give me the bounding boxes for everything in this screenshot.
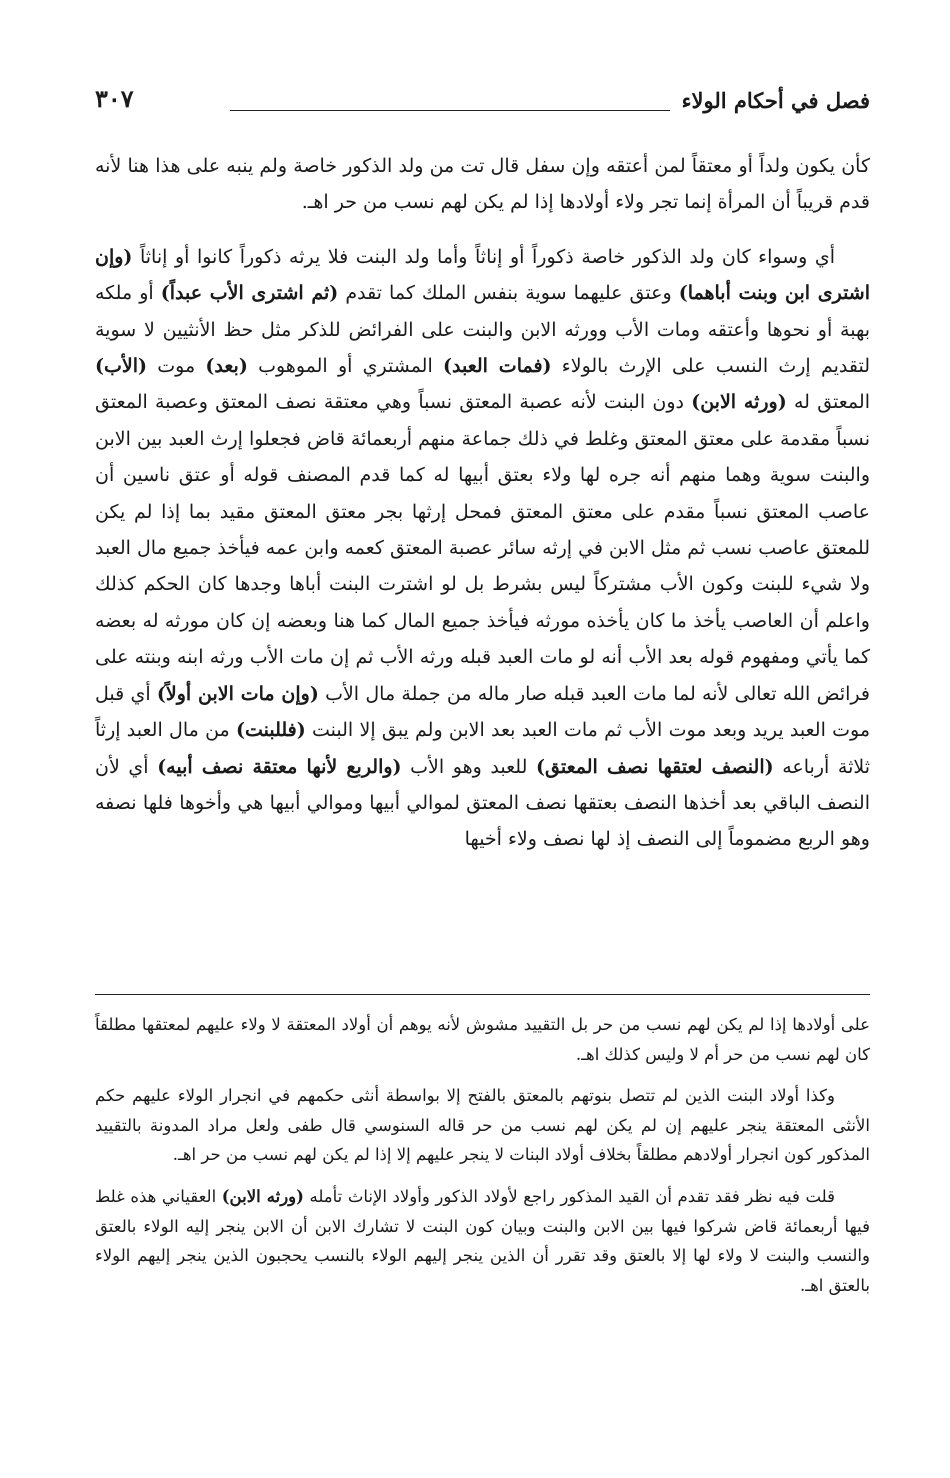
text-run: وعتق عليهما سوية بنفس الملك كما تقدم [338, 282, 679, 305]
running-title: فصل في أحكام الولاء [681, 88, 870, 113]
paragraph-1: كأن يكون ولداً أو معتقاً لمن أعتقه وإن سفل قال تت من ولد الذكور خاصة ولم ينبه على هذا هنا لأنه قدم قريباً أن المرأة إنما تجر ولاء أولادها إذا لم يكن لهم نسب من حر اهـ. [95, 155, 870, 214]
matn-quote: (فمات العبد) [443, 355, 552, 378]
matn-quote: (بعد) [205, 355, 248, 378]
text-run: أي لأن النصف الباقي بعد أخذها النصف بعتقها نصف المعتق لموالي أبيها وموالي أبيها هي وأخوها فلها نصفه وهو الربع مضموماً إلى النصف إذ لها نصف ولاء أخيها [95, 755, 870, 851]
footnote-2: وكذا أولاد البنت الذين لم تتصل بنوتهم بالمعتق بالفتح إلا بواسطة أنثى حكمهم في انجرار الولاء عليهم حكم الأنثى المعتقة ينجر عليهم إن لم يكن لهم نسب من حر قاله السنوسي قال طفى ولعل مراد المدونة بالتقييد المذكور كون انجرار أولادهم مطلقاً بخلاف أولاد البنات لا ينجر عليهم إلا إذا لم يكن لهم نسب من حر اهـ. [95, 1086, 870, 1165]
text-run: أو ملكه بهبة أو نحوها وأعتقه ومات الأب وورثه الابن والبنت على الفرائض للذكر مثل حظ الأنثيين لا سوية لتقديم إرث النسب على الإرث بالولاء [95, 282, 871, 378]
text-run: من مال العبد إرثاً ثلاثة أرباعه [95, 719, 870, 778]
matn-quote: (ورثه الابن) [691, 391, 787, 414]
matn-quote: (والربع لأنها معتقة نصف أبيه) [157, 755, 402, 778]
matn-quote: (الأب) [95, 355, 147, 378]
footnote-3 [95, 1182, 870, 1300]
page-header [95, 80, 870, 120]
text-run: العقياني هذه غلط فيها أربعمائة قاض شركوا فيها بين الابن والبنت وبيان كون البنت لا تشارك الابن أن الابن ينجر إليه الولاء بالعتق والنسب والبنت لا ولاء لها إلا بالعتق وقد تقرر أن الذين ينجر إليهم الولاء بالنسب يحجبون الذين ينجر إليهم الولاء بالعتق اهـ. [95, 1186, 870, 1295]
matn-quote: (ورثه الابن) [221, 1186, 304, 1206]
matn-quote: (فللبنت) [235, 719, 306, 742]
matn-quote: (وإن اشترى ابن وبنت أباهما) [95, 245, 870, 305]
matn-quote: (وإن مات الابن أولاً) [156, 682, 319, 705]
matn-quote: (النصف لعتقها نصف المعتق) [536, 755, 774, 778]
paragraph-2 [95, 239, 870, 858]
matn-quote: (ثم اشترى الأب عبداً) [160, 282, 339, 305]
text-run: المشتري أو الموهوب [247, 355, 444, 378]
main-text [95, 148, 870, 858]
text-run: للعبد وهو الأب [401, 755, 536, 778]
text-run: دون البنت لأنه عصبة المعتق نسباً وهي معتقة نصف المعتق وعصبة المعتق نسباً مقدمة على معتق المعتق وغلط في ذلك جماعة منهم أربعمائة قاض فجعلوا إرث العبد بين الابن والبنت سوية وهما منهم أنه جره لها ولاء بعتق أبيها له كما قدم المصنف قوله أو عتق ناسين أن عاصب المعتق نسباً مقدم على معتق المعتق فمحل إرثها بجر معتق المعتق مقيد بما إذا لم يكن للمعتق عاصب نسب ثم مثل الابن في إرثه سائر عصبة المعتق كعمه وابن عمه فيأخذ جميع مال العبد ولا شيء للبنت وكون الأب مشتركاً ليس بشرط بل لو اشترت البنت أباها وجدها كان الحكم كذلك واعلم أن العاصب يأخذ ما كان يأخذه مورثه فيأخذ جميع المال كما هنا وبعضه إن كان مورثه له بعضه كما يأتي ومفهوم قوله بعد الأب أنه لو مات العبد قبله ورثه الأب ثم إن مات الأب ورثه ابنه وبنته على فرائض الله تعالى لأنه لما مات العبد قبله صار ماله من جملة مال الأب [95, 391, 870, 705]
header-rule [230, 110, 670, 111]
page-number: ٣٠٧ [95, 84, 134, 113]
footnotes [95, 1010, 870, 1300]
footnote-1: على أولادها إذا لم يكن لهم نسب من حر بل التقييد مشوش لأنه يوهم أن أولاد المعتقة لا ولاء عليهم لمعتقها مطلقاً كان لهم نسب من حر أم لا وليس كذلك اهـ. [95, 1015, 870, 1064]
text-run: موت [146, 355, 206, 378]
text-run: أي قبل موت العبد يريد وبعد موت الأب ثم مات العبد بعد الابن ولم يبق إلا البنت [95, 682, 870, 742]
text-run: قلت فيه نظر فقد تقدم أن القيد المذكور راجع لأولاد الذكور وأولاد الإناث تأمله [303, 1186, 835, 1206]
text-run: أي وسواء كان ولد الذكور خاصة ذكوراً أو إناثاً وأما ولد البنت فلا يرثه ذكوراً كانوا أو إناثاً [132, 245, 835, 268]
text-run: المعتق له [786, 391, 870, 414]
footnote-separator [95, 994, 870, 995]
